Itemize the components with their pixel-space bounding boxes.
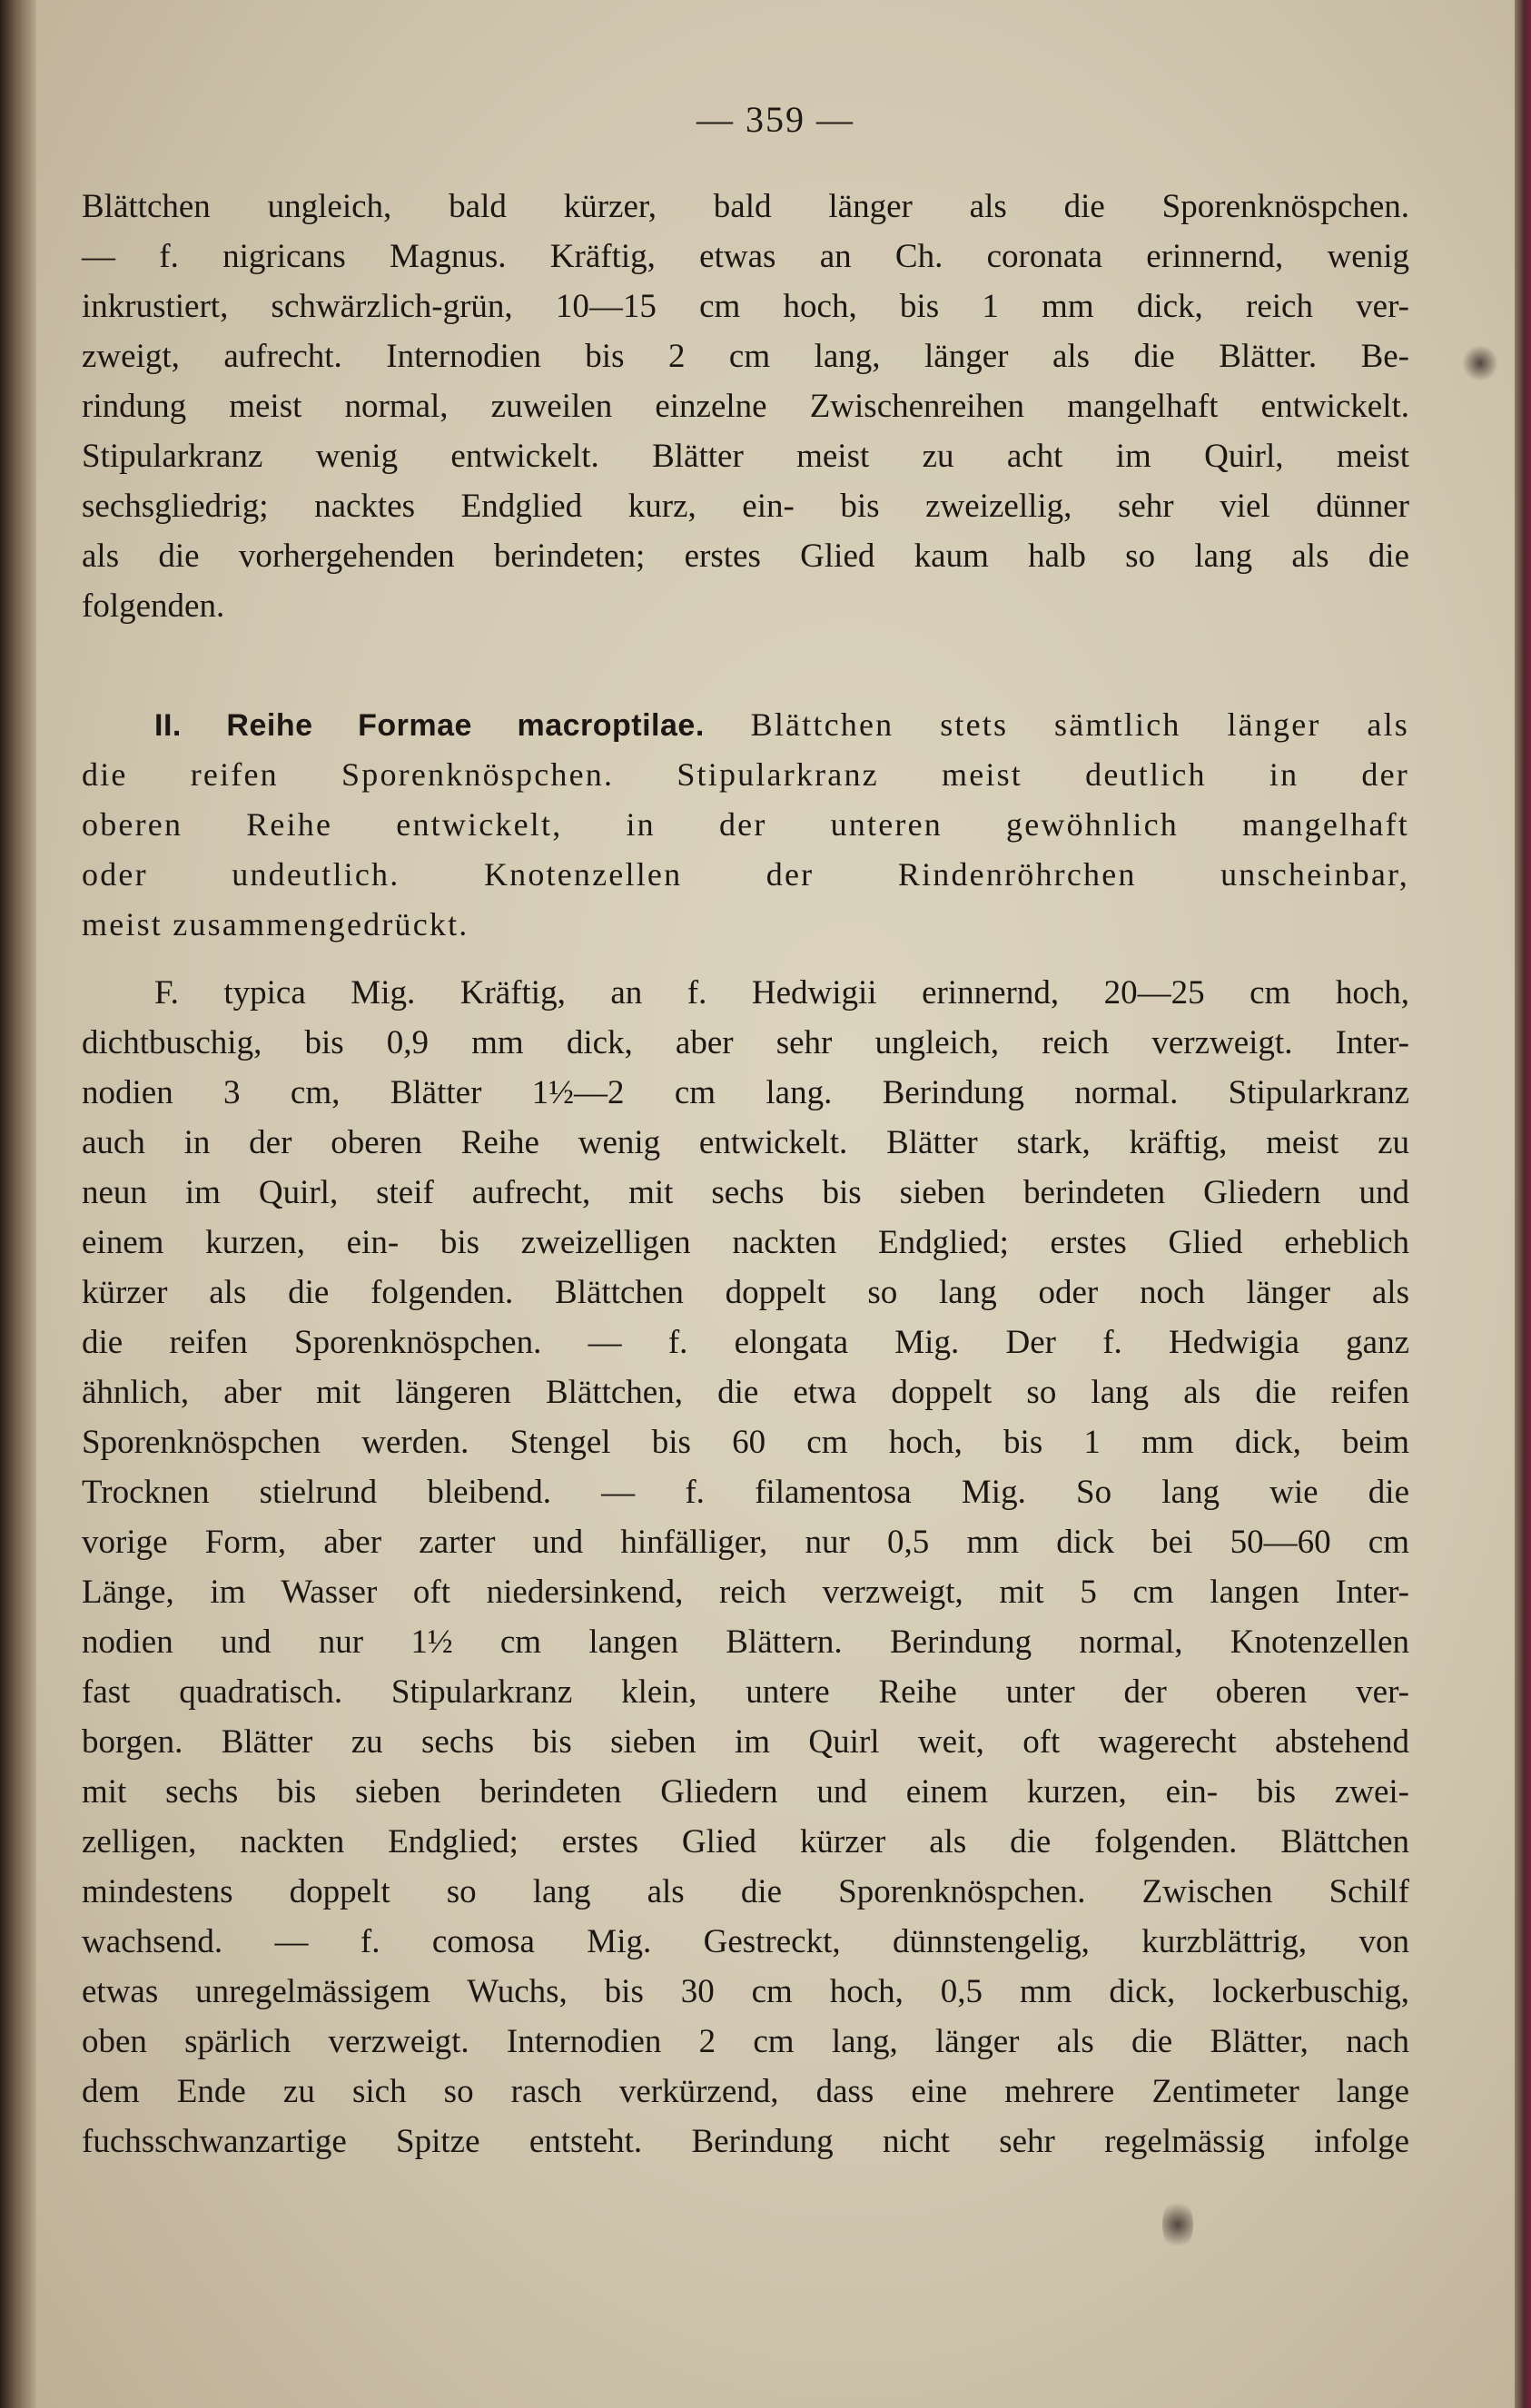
text-line: Stipularkranz wenig entwickelt. Blätter meist zu acht im Quirl, meist bbox=[82, 438, 1409, 475]
text-line: Länge, im Wasser oft niedersinkend, reich verzweigt, mit 5 cm langen Inter- bbox=[82, 1574, 1409, 1611]
text-line: neun im Quirl, steif aufrecht, mit sechs bis sieben berindeten Gliedern und bbox=[82, 1174, 1409, 1211]
section-heading-line bbox=[82, 700, 1409, 750]
text-line: nodien 3 cm, Blätter 1½—2 cm lang. Berindung normal. Stipularkranz bbox=[82, 1074, 1409, 1111]
text-line: oder undeutlich. Knotenzellen der Rindenröhrchen unscheinbar, bbox=[82, 856, 1409, 893]
text-line: etwas unregelmässigem Wuchs, bis 30 cm hoch, 0,5 mm dick, lockerbuschig, bbox=[82, 1973, 1409, 2010]
paragraph-1 bbox=[82, 182, 1409, 631]
text-line: F. typica Mig. Kräftig, an f. Hedwigii erinnernd, 20—25 cm hoch, bbox=[154, 974, 1409, 1012]
text-line: borgen. Blätter zu sechs bis sieben im Quirl weit, oft wagerecht abstehend bbox=[82, 1723, 1409, 1761]
paragraph-3 bbox=[82, 968, 1409, 2166]
text-line: fast quadratisch. Stipularkranz klein, untere Reihe unter der oberen ver- bbox=[82, 1673, 1409, 1711]
text-line: kürzer als die folgenden. Blättchen doppelt so lang oder noch länger als bbox=[82, 1274, 1409, 1311]
ink-smudge bbox=[1162, 2197, 1193, 2252]
text-line: fuchsschwanzartige Spitze entsteht. Berindung nicht sehr regelmässig infolge bbox=[82, 2123, 1409, 2160]
section-heading: II. Reihe Formae macroptilae. bbox=[154, 708, 705, 743]
text-line: als die vorhergehenden berindeten; erstes Glied kaum halb so lang als die bbox=[82, 538, 1409, 575]
ink-smudge bbox=[1462, 345, 1498, 381]
text-line: die reifen Sporenknöspchen. — f. elongata Mig. Der f. Hedwigia ganz bbox=[82, 1324, 1409, 1361]
page-number: — 359 — bbox=[696, 99, 854, 140]
body-text bbox=[82, 182, 1409, 2166]
text-line: wachsend. — f. comosa Mig. Gestreckt, dünnstengelig, kurzblättrig, von bbox=[82, 1923, 1409, 1960]
book-page bbox=[36, 0, 1515, 2408]
text-line: nodien und nur 1½ cm langen Blättern. Berindung normal, Knotenzellen bbox=[82, 1623, 1409, 1661]
text-line: zelligen, nackten Endglied; erstes Glied kürzer als die folgenden. Blättchen bbox=[82, 1823, 1409, 1860]
text-line: ähnlich, aber mit längeren Blättchen, die etwa doppelt so lang als die reifen bbox=[82, 1374, 1409, 1411]
text-line: oben spärlich verzweigt. Internodien 2 cm lang, länger als die Blätter, nach bbox=[82, 2023, 1409, 2060]
text-line: — f. nigricans Magnus. Kräftig, etwas an Ch. coronata erinnernd, wenig bbox=[82, 238, 1409, 275]
text-line: inkrustiert, schwärzlich-grün, 10—15 cm hoch, bis 1 mm dick, reich ver- bbox=[82, 288, 1409, 325]
text-line: Blättchen ungleich, bald kürzer, bald länger als die Sporenknöspchen. bbox=[82, 188, 1409, 225]
text-line: oberen Reihe entwickelt, in der unteren gewöhnlich mangelhaft bbox=[82, 806, 1409, 843]
text-line: mit sechs bis sieben berindeten Gliedern und einem kurzen, ein- bis zwei- bbox=[82, 1773, 1409, 1811]
text-line: meist zusammengedrückt. bbox=[82, 906, 469, 942]
text-line: zweigt, aufrecht. Internodien bis 2 cm lang, länger als die Blätter. Be- bbox=[82, 338, 1409, 375]
text-line: sechsgliedrig; nacktes Endglied kurz, ein- bis zweizellig, sehr viel dünner bbox=[82, 488, 1409, 525]
text-line: folgenden. bbox=[82, 587, 225, 625]
text-line: einem kurzen, ein- bis zweizelligen nackten Endglied; erstes Glied erheblich bbox=[82, 1224, 1409, 1261]
text-line: dichtbuschig, bis 0,9 mm dick, aber sehr ungleich, reich verzweigt. Inter- bbox=[82, 1024, 1409, 1061]
text-line: vorige Form, aber zarter und hinfälliger, nur 0,5 mm dick bei 50—60 cm bbox=[82, 1524, 1409, 1561]
text-run: Blättchen stets sämtlich länger als bbox=[750, 706, 1410, 743]
left-page-edge bbox=[0, 0, 36, 2408]
text-line: mindestens doppelt so lang als die Sporenknöspchen. Zwischen Schilf bbox=[82, 1873, 1409, 1910]
text-line: Sporenknöspchen werden. Stengel bis 60 cm hoch, bis 1 mm dick, beim bbox=[82, 1424, 1409, 1461]
text-line: Trocknen stielrund bleibend. — f. filamentosa Mig. So lang wie die bbox=[82, 1474, 1409, 1511]
text-line: die reifen Sporenknöspchen. Stipularkranz meist deutlich in der bbox=[82, 756, 1409, 793]
text-line: dem Ende zu sich so rasch verkürzend, dass eine mehrere Zentimeter lange bbox=[82, 2073, 1409, 2110]
right-page-edge bbox=[1515, 0, 1531, 2408]
paragraph-2 bbox=[82, 700, 1409, 950]
text-line: rindung meist normal, zuweilen einzelne Zwischenreihen mangelhaft entwickelt. bbox=[82, 388, 1409, 425]
text-line: auch in der oberen Reihe wenig entwickelt. Blätter stark, kräftig, meist zu bbox=[82, 1124, 1409, 1161]
